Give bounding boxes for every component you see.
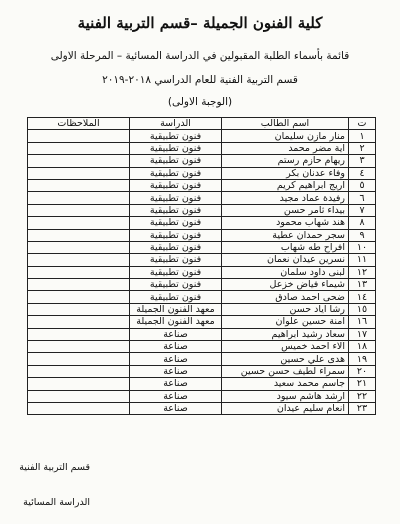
table-row bbox=[28, 167, 376, 179]
study-type: صناعة bbox=[130, 378, 222, 390]
table-row bbox=[28, 217, 376, 229]
notes-cell bbox=[28, 254, 130, 266]
notes-cell bbox=[28, 402, 130, 414]
notes-cell bbox=[28, 155, 130, 167]
table-row bbox=[28, 130, 376, 142]
row-number: ١٢ bbox=[349, 266, 376, 278]
batch-label: (الوجبة الاولى) bbox=[167, 96, 233, 108]
study-type: فنون تطبيقية bbox=[130, 254, 222, 266]
student-name: ريهام حازم رستم bbox=[222, 155, 349, 167]
notes-cell bbox=[28, 316, 130, 328]
notes-cell bbox=[28, 142, 130, 154]
table-row bbox=[28, 204, 376, 216]
student-name: هند شهاب محمود bbox=[222, 217, 349, 229]
student-name: افراح طه شهاب bbox=[222, 241, 349, 253]
row-number: ١٥ bbox=[349, 303, 376, 315]
student-name: رفيدة عماد مجيد bbox=[222, 192, 349, 204]
table-row bbox=[28, 365, 376, 377]
header-number: ت bbox=[349, 118, 376, 130]
notes-cell bbox=[28, 192, 130, 204]
study-type: فنون تطبيقية bbox=[130, 229, 222, 241]
study-type: فنون تطبيقية bbox=[130, 204, 222, 216]
table-row bbox=[28, 241, 376, 253]
row-number: ٣ bbox=[349, 155, 376, 167]
notes-cell bbox=[28, 229, 130, 241]
notes-cell bbox=[28, 167, 130, 179]
table-row bbox=[28, 402, 376, 414]
student-name: امنة حسين علوان bbox=[222, 316, 349, 328]
student-name: آلاء احمد خميس bbox=[222, 341, 349, 353]
student-name: منار مازن سليمان bbox=[222, 130, 349, 142]
row-number: ١٧ bbox=[349, 328, 376, 340]
table-row bbox=[28, 179, 376, 191]
student-name: سعاد رشيد ابراهيم bbox=[222, 328, 349, 340]
notes-cell bbox=[28, 365, 130, 377]
student-name: رشا اياد حسن bbox=[222, 303, 349, 315]
notes-cell bbox=[28, 130, 130, 142]
table-row bbox=[28, 303, 376, 315]
table-row bbox=[28, 155, 376, 167]
row-number: ١٦ bbox=[349, 316, 376, 328]
row-number: ٦ bbox=[349, 192, 376, 204]
notes-cell bbox=[28, 303, 130, 315]
study-type: صناعة bbox=[130, 402, 222, 414]
notes-cell bbox=[28, 341, 130, 353]
student-name: جاسم محمد سعيد bbox=[222, 378, 349, 390]
student-name: انعام سليم عيدان bbox=[222, 402, 349, 414]
row-number: ١٩ bbox=[349, 353, 376, 365]
notes-cell bbox=[28, 328, 130, 340]
student-name: نسرين عيدان نعمان bbox=[222, 254, 349, 266]
row-number: ٢٠ bbox=[349, 365, 376, 377]
study-type: فنون تطبيقية bbox=[130, 217, 222, 229]
student-name: ارشد هاشم سيود bbox=[222, 390, 349, 402]
table-row bbox=[28, 142, 376, 154]
study-type: صناعة bbox=[130, 328, 222, 340]
table-row bbox=[28, 316, 376, 328]
table-row bbox=[28, 229, 376, 241]
table-body bbox=[28, 130, 376, 415]
student-name: هدى علي حسين bbox=[222, 353, 349, 365]
students-table bbox=[27, 117, 376, 415]
row-number: ١٠ bbox=[349, 241, 376, 253]
notes-cell bbox=[28, 217, 130, 229]
notes-cell bbox=[28, 279, 130, 291]
table-row bbox=[28, 390, 376, 402]
study-type: فنون تطبيقية bbox=[130, 192, 222, 204]
row-number: ٢١ bbox=[349, 378, 376, 390]
row-number: ٧ bbox=[349, 204, 376, 216]
footer-study-type: الدراسة المسائية bbox=[23, 497, 90, 508]
notes-cell bbox=[28, 390, 130, 402]
study-type: معهد الفنون الجميلة bbox=[130, 303, 222, 315]
row-number: ٢٢ bbox=[349, 390, 376, 402]
row-number: ١٨ bbox=[349, 341, 376, 353]
study-type: صناعة bbox=[130, 390, 222, 402]
student-name: وفاء عدنان بكر bbox=[222, 167, 349, 179]
student-name: ضحى احمد صادق bbox=[222, 291, 349, 303]
study-type: فنون تطبيقية bbox=[130, 241, 222, 253]
header-study: الدراسة bbox=[130, 118, 222, 130]
study-type: فنون تطبيقية bbox=[130, 167, 222, 179]
student-name: اية مضر محمد bbox=[222, 142, 349, 154]
study-type: فنون تطبيقية bbox=[130, 142, 222, 154]
study-type: صناعة bbox=[130, 341, 222, 353]
table-header-row bbox=[28, 118, 376, 130]
notes-cell bbox=[28, 291, 130, 303]
notes-cell bbox=[28, 266, 130, 278]
study-type: معهد الفنون الجميلة bbox=[130, 316, 222, 328]
header-student-name: اسم الطالب bbox=[222, 118, 349, 130]
row-number: ٤ bbox=[349, 167, 376, 179]
study-type: فنون تطبيقية bbox=[130, 155, 222, 167]
notes-cell bbox=[28, 241, 130, 253]
student-name: سجر حمدان عطية bbox=[222, 229, 349, 241]
table-row bbox=[28, 279, 376, 291]
study-type: فنون تطبيقية bbox=[130, 179, 222, 191]
notes-cell bbox=[28, 179, 130, 191]
notes-cell bbox=[28, 353, 130, 365]
row-number: ٢٣ bbox=[349, 402, 376, 414]
list-subtitle: قائمة بأسماء الطلبة المقبولين في الدراسة المسائية – المرحلة الاولى bbox=[50, 50, 350, 62]
header-notes: الملاحظات bbox=[28, 118, 130, 130]
row-number: ١٤ bbox=[349, 291, 376, 303]
table-row bbox=[28, 328, 376, 340]
row-number: ١١ bbox=[349, 254, 376, 266]
study-type: صناعة bbox=[130, 353, 222, 365]
notes-cell bbox=[28, 204, 130, 216]
table-row bbox=[28, 291, 376, 303]
study-type: فنون تطبيقية bbox=[130, 291, 222, 303]
table-row bbox=[28, 353, 376, 365]
row-number: ٥ bbox=[349, 179, 376, 191]
row-number: ٨ bbox=[349, 217, 376, 229]
table-row bbox=[28, 192, 376, 204]
student-name: سمراء لطيف حسن حسين bbox=[222, 365, 349, 377]
study-type: صناعة bbox=[130, 365, 222, 377]
academic-year-line: قسم التربية الفنية للعام الدراسي ٢٠١٨-٢٠١٩ bbox=[102, 74, 298, 86]
student-name: اريج ابراهيم كريم bbox=[222, 179, 349, 191]
student-name: شيماء فياض خزعل bbox=[222, 279, 349, 291]
college-title: كلية الفنون الجميلة –قسم التربية الفنية bbox=[77, 14, 323, 32]
study-type: فنون تطبيقية bbox=[130, 130, 222, 142]
student-name: بيداء ثامر حسن bbox=[222, 204, 349, 216]
study-type: فنون تطبيقية bbox=[130, 266, 222, 278]
table-row bbox=[28, 378, 376, 390]
table-row bbox=[28, 254, 376, 266]
notes-cell bbox=[28, 378, 130, 390]
table-row bbox=[28, 341, 376, 353]
row-number: ١ bbox=[349, 130, 376, 142]
student-name: لبنى داود سلمان bbox=[222, 266, 349, 278]
row-number: ١٣ bbox=[349, 279, 376, 291]
table-row bbox=[28, 266, 376, 278]
study-type: فنون تطبيقية bbox=[130, 279, 222, 291]
row-number: ٩ bbox=[349, 229, 376, 241]
footer-department: قسم التربية الفنية bbox=[19, 462, 90, 473]
row-number: ٢ bbox=[349, 142, 376, 154]
